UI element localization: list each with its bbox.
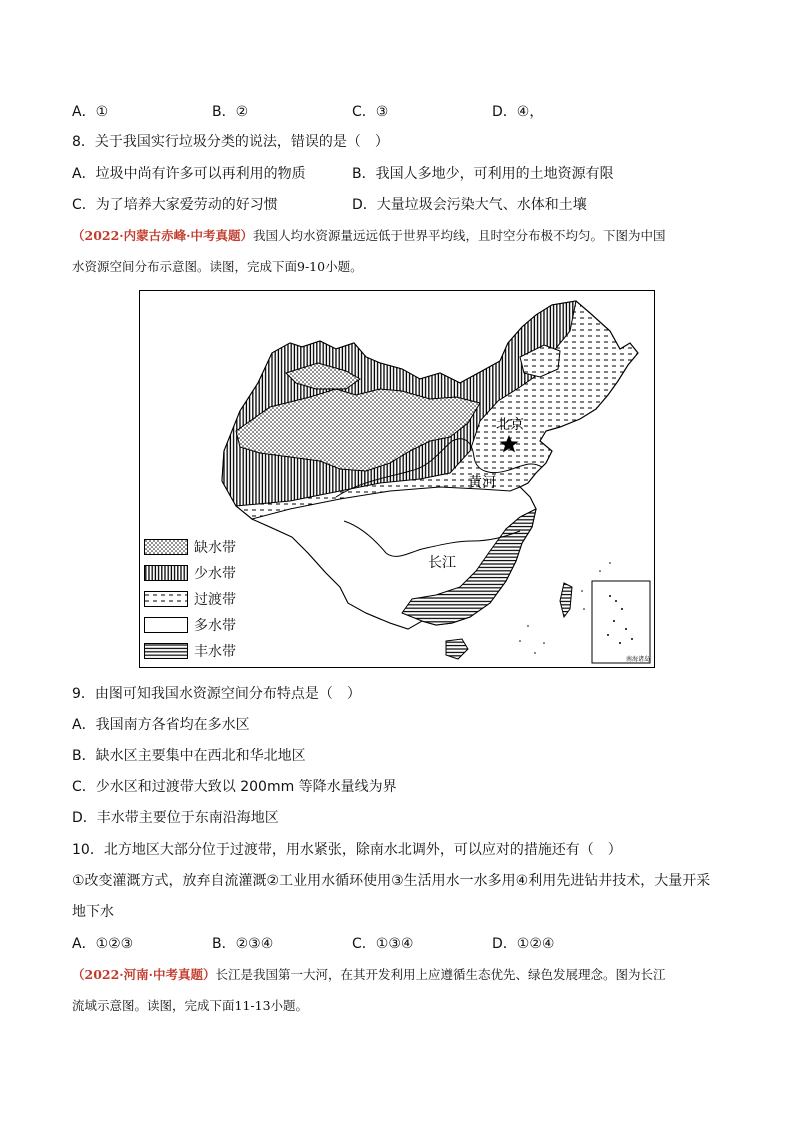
q7-option-a[interactable]: A．① <box>72 104 109 120</box>
q10-measures-2: 地下水 <box>72 904 114 920</box>
q8-option-a[interactable]: A．垃圾中尚有许多可以再利用的物质 <box>72 166 306 182</box>
passage2-source: （2022·河南·中考真题） <box>72 967 216 982</box>
yellow-river-label: 黄河 <box>468 476 496 491</box>
beijing-label: 北京 <box>496 418 524 433</box>
q8-stem: 8．关于我国实行垃圾分类的说法，错误的是（ ） <box>72 134 389 150</box>
q10-option-b[interactable]: B．②③④ <box>212 936 274 952</box>
passage2-text-2: 流域示意图。读图，完成下面11-13小题。 <box>72 998 309 1013</box>
q7-option-c[interactable]: C．③ <box>352 104 389 120</box>
q10-option-c[interactable]: C．①③④ <box>352 936 414 952</box>
q9-option-b[interactable]: B．缺水区主要集中在西北和华北地区 <box>72 748 306 764</box>
passage1-line1 <box>72 226 666 246</box>
q7-option-b[interactable]: B．② <box>212 104 249 120</box>
q10-stem: 10．北方地区大部分位于过渡带，用水紧张，除南水北调外，可以应对的措施还有（ ） <box>72 842 622 858</box>
q10-option-a[interactable]: A．①②③ <box>72 936 134 952</box>
legend-label: 缺水带 <box>194 540 236 556</box>
q7-option-d[interactable]: D．④， <box>492 104 544 120</box>
passage1-text-2: 水资源空间分布示意图。读图，完成下面9-10小题。 <box>72 259 363 274</box>
q9-option-a[interactable]: A．我国南方各省均在多水区 <box>72 717 250 733</box>
legend-label: 多水带 <box>194 618 236 634</box>
q8-option-c[interactable]: C．为了培养大家爱劳动的好习惯 <box>72 197 278 213</box>
water-resource-map <box>139 290 655 668</box>
passage2-line1 <box>72 965 666 985</box>
legend-swatch-dots <box>144 539 188 555</box>
q8-option-b[interactable]: B．我国人多地少，可利用的土地资源有限 <box>352 166 614 182</box>
passage2-text-1: 长江是我国第一大河，在其开发利用上应遵循生态优先、绿色发展理念。图为长江 <box>215 967 666 982</box>
q10-option-d[interactable]: D．①②④ <box>492 936 555 952</box>
legend-swatch-vlines <box>144 565 188 581</box>
hainan-island <box>446 639 468 659</box>
legend-label: 过渡带 <box>194 592 236 608</box>
q9-option-d[interactable]: D．丰水带主要位于东南沿海地区 <box>72 810 279 826</box>
legend-label: 丰水带 <box>194 644 236 660</box>
legend-swatch-dashes <box>144 591 188 607</box>
yangtze-label: 长江 <box>428 556 456 571</box>
q10-measures-1: ①改变灌溉方式，放弃自流灌溉②工业用水循环使用③生活用水一水多用④利用先进钻井技术，大量开采 <box>72 873 711 889</box>
china-map-svg <box>140 291 653 666</box>
passage1-text-1: 我国人均水资源量远远低于世界平均线，且时空分布极不均匀。下图为中国 <box>253 228 666 243</box>
q8-option-d[interactable]: D．大量垃圾会污染大气、水体和土壤 <box>352 197 587 213</box>
legend-swatch-hlines <box>144 643 188 659</box>
q9-stem: 9．由图可知我国水资源空间分布特点是（ ） <box>72 686 361 702</box>
passage1-source: （2022·内蒙古赤峰·中考真题） <box>72 228 253 243</box>
taiwan-island <box>560 583 572 617</box>
q9-option-c[interactable]: C．少水区和过渡带大致以 200mm 等降水量线为界 <box>72 779 397 795</box>
legend-label: 少水带 <box>194 566 236 582</box>
legend-swatch-white <box>144 617 188 633</box>
inset-caption: 南海诸岛 <box>626 656 651 663</box>
south-china-sea-inset <box>592 581 650 663</box>
